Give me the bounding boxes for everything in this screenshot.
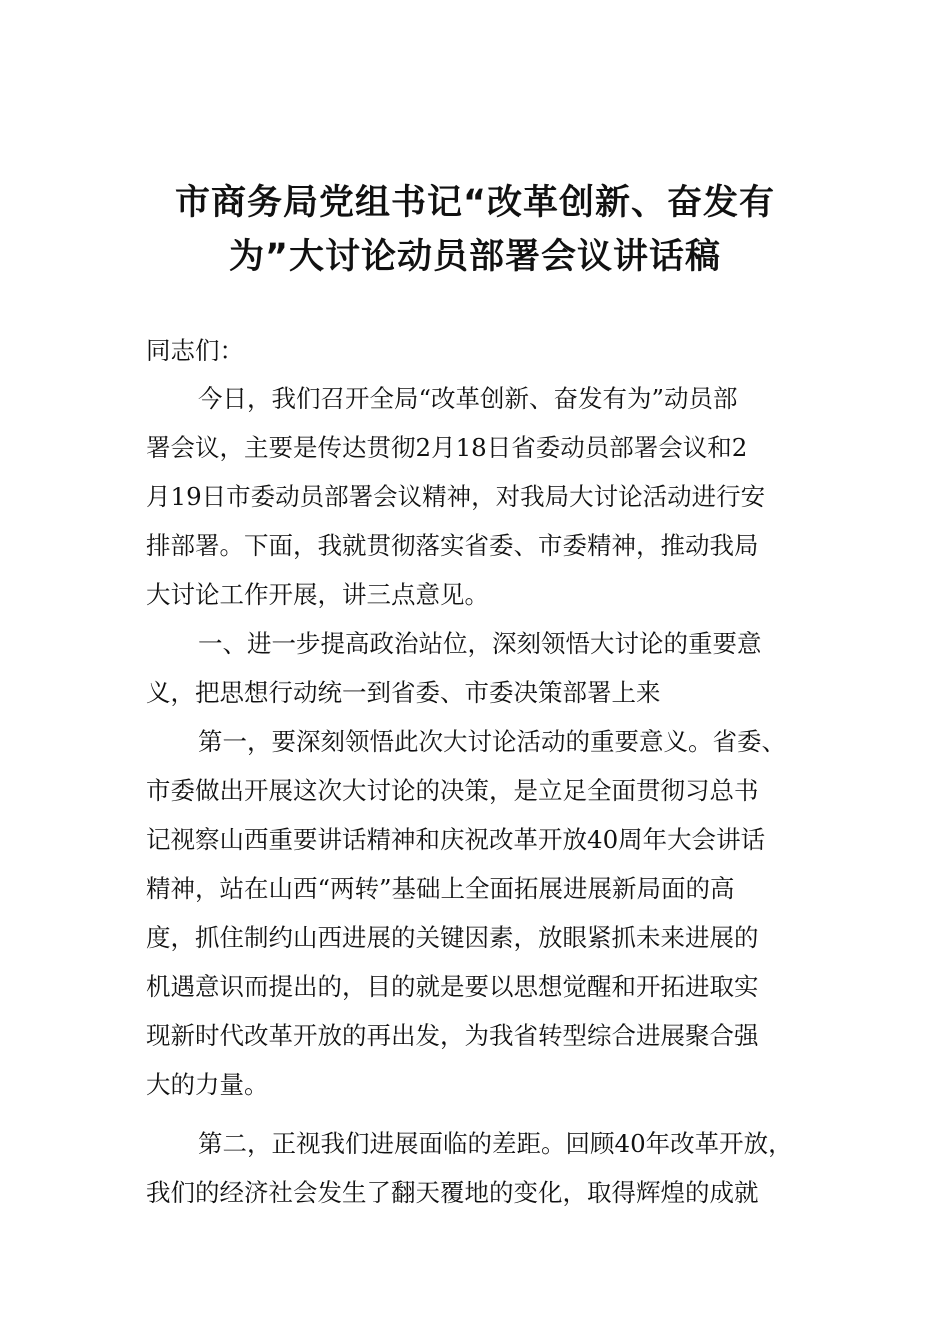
body-line: 我们的经济社会发生了翻天覆地的变化，取得辉煌的成就 xyxy=(146,1178,759,1207)
body-line: 记视察山西重要讲话精神和庆祝改革开放40周年大会讲话 xyxy=(146,825,766,854)
body-line: 大的力量。 xyxy=(146,1070,269,1099)
document-title-line-1: 市商务局党组书记“改革创新、奋发有 xyxy=(174,183,775,223)
body-line: 排部署。下面，我就贯彻落实省委、市委精神，推动我局 xyxy=(146,531,759,560)
section-heading-line: 一、进一步提高政治站位，深刻领悟大讨论的重要意 xyxy=(198,629,762,658)
body-line: 市委做出开展这次大讨论的决策，是立足全面贯彻习总书 xyxy=(146,776,759,805)
document-title-line-2: 为”大讨论动员部署会议讲话稿 xyxy=(228,237,721,277)
body-line: 月19日市委动员部署会议精神，对我局大讨论活动进行安 xyxy=(146,482,766,511)
salutation: 同志们： xyxy=(146,336,244,365)
body-line: 精神，站在山西“两转”基础上全面拓展进展新局面的高 xyxy=(146,874,735,903)
body-line: 度，抓住制约山西进展的关键因素，放眼紧抓未来进展的 xyxy=(146,923,759,952)
body-line: 署会议，主要是传达贯彻2月18日省委动员部署会议和2 xyxy=(146,433,748,462)
body-line: 第二，正视我们进展面临的差距。回顾40年改革开放， xyxy=(198,1129,793,1158)
section-heading-line: 义，把思想行动统一到省委、市委决策部署上来 xyxy=(146,678,661,707)
body-line: 第一，要深刻领悟此次大讨论活动的重要意义。省委、 xyxy=(198,727,786,756)
body-line: 机遇意识而提出的，目的就是要以思想觉醒和开拓进取实 xyxy=(146,972,759,1001)
body-line: 今日，我们召开全局“改革创新、奋发有为”动员部 xyxy=(198,384,738,413)
body-line: 大讨论工作开展，讲三点意见。 xyxy=(146,580,489,609)
body-line: 现新时代改革开放的再出发，为我省转型综合进展聚合强 xyxy=(146,1021,759,1050)
